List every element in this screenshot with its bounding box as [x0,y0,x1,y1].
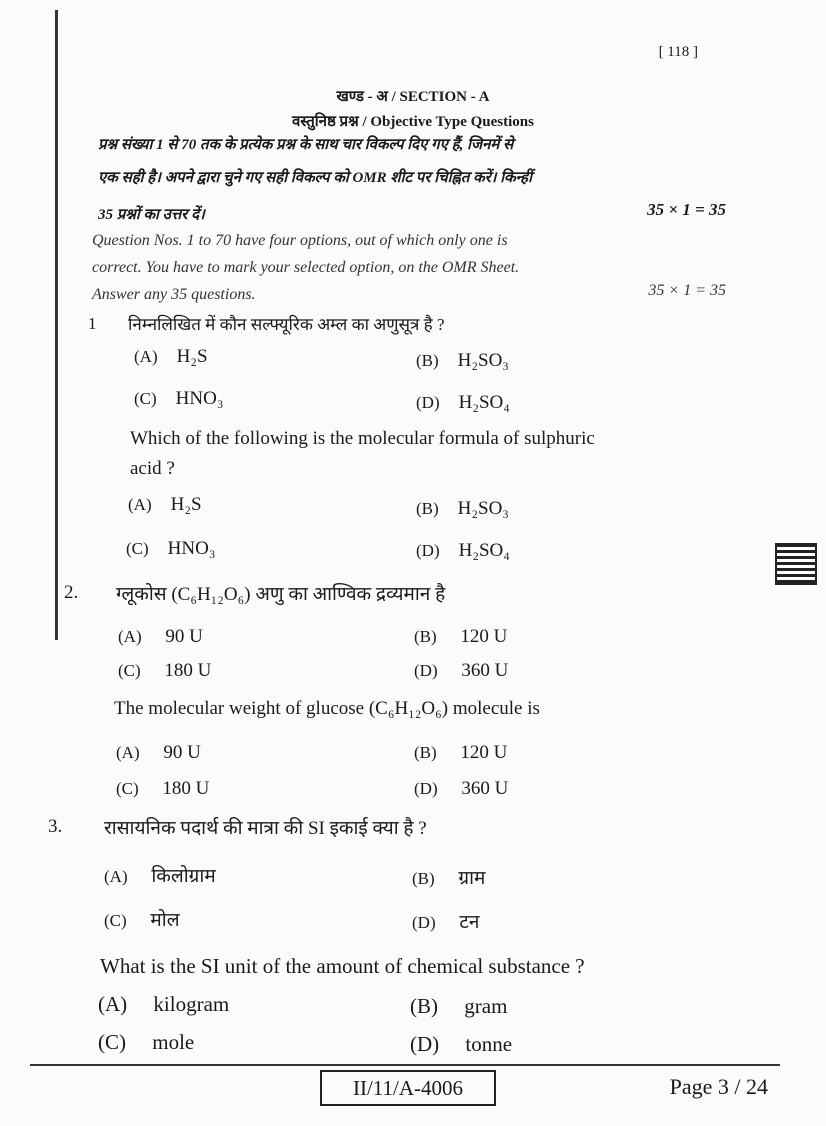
option-label: (D) [414,661,438,680]
option-label: (A) [134,347,158,366]
option-label: (C) [104,911,127,930]
option-label: (B) [410,994,438,1018]
instructions-english-line: Question Nos. 1 to 70 have four options, out of which only one is [92,232,508,249]
footer-rule [30,1064,780,1066]
option-label: (C) [134,389,157,408]
instructions-english-line: Answer any 35 questions. [92,286,256,303]
footer-page-number: Page 3 / 24 [669,1074,768,1099]
option-text: 360 U [461,778,509,799]
option-label: (D) [416,541,440,560]
question-english: The molecular weight of glucose (C₆H₁₂O₆) molecule is [114,698,540,719]
option-label: (D) [410,1032,440,1056]
option-label: (C) [126,539,149,558]
option-text: H₂S [170,494,202,515]
option-text: H₂SO₄ [458,540,510,561]
option-text: H₂SO₄ [458,392,510,413]
instructions-hindi-line: 35 प्रश्नों का उत्तर दें। [98,207,205,223]
option-label: (A) [104,867,128,886]
option-label: (B) [416,499,439,518]
option-text: टन [459,912,480,933]
option-label: (B) [414,743,437,762]
option-text: किलोग्राम [151,866,216,887]
option-text: HNO₃ [167,538,216,559]
option-text: ग्राम [458,868,486,889]
option-label: (C) [118,661,141,680]
question-hindi: निम्नलिखित में कौन सल्फ्यूरिक अम्ल का अणुसूत्र है ? [128,315,445,334]
option-label: (B) [412,869,435,888]
instructions-english-line: correct. You have to mark your selected option, on the OMR Sheet. [92,259,520,276]
option-text: 360 U [461,660,509,681]
option-text: H₂SO₃ [457,498,509,519]
option-label: (C) [98,1030,126,1054]
option-label: (A) [116,743,140,762]
section-subtitle: वस्तुनिष्ठ प्रश्न / Objective Type Questions [292,114,534,130]
option-label: (A) [128,495,152,514]
option-text: 90 U [165,626,203,647]
option-text: HNO₃ [175,388,224,409]
option-label: (D) [412,913,436,932]
option-text: 120 U [460,742,508,763]
question-hindi: रासायनिक पदार्थ की मात्रा की SI इकाई क्या है ? [104,818,427,839]
option-text: mole [152,1030,195,1054]
option-text: H₂S [176,346,208,367]
marks-hindi: 35 × 1 = 35 [647,200,726,219]
option-label: (A) [98,992,128,1016]
question-english: acid ? [130,458,175,479]
question-number: 2. [64,582,79,603]
footer-code: II/11/A-4006 [320,1070,496,1106]
option-text: मोल [150,910,180,931]
marks-english: 35 × 1 = 35 [648,282,726,299]
option-label: (B) [416,351,439,370]
question-number: 3. [48,816,63,837]
instructions-hindi-line: एक सही है। अपने द्वारा चुने गए सही विकल्प को OMR शीट पर चिह्नित करें। किन्हीं [98,170,532,186]
option-text: H₂SO₃ [457,350,509,371]
option-label: (D) [414,779,438,798]
option-text: tonne [465,1032,513,1056]
question-english: Which of the following is the molecular formula of sulphuric [130,428,595,449]
option-text: 90 U [163,742,201,763]
option-text: gram [464,994,508,1018]
page-number-top: [ 118 ] [658,44,698,60]
question-number: 1 [88,314,97,333]
option-text: 120 U [460,626,508,647]
instructions-hindi-line: प्रश्न संख्या 1 से 70 तक के प्रत्येक प्रश्न के साथ चार विकल्प दिए गए हैं, जिनमें से [98,137,514,153]
option-text: 180 U [162,778,210,799]
section-title: खण्ड - अ / SECTION - A [336,89,490,105]
option-text: kilogram [153,992,230,1016]
option-label: (A) [118,627,142,646]
qr-code [775,543,817,585]
option-label: (D) [416,393,440,412]
question-english: What is the SI unit of the amount of chemical substance ? [100,954,585,978]
option-label: (C) [116,779,139,798]
option-text: 180 U [164,660,212,681]
option-label: (B) [414,627,437,646]
question-hindi: ग्लूकोस (C₆H₁₂O₆) अणु का आण्विक द्रव्यमान है [116,584,446,605]
